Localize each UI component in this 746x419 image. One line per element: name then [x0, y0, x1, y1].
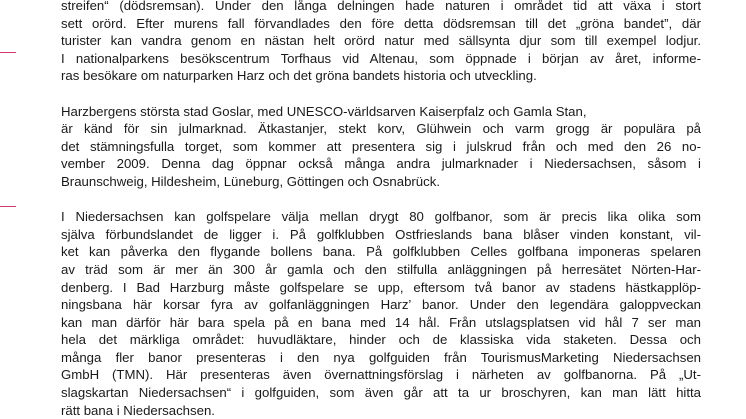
text-line: slagskartan Niedersachsen“ i golfguiden, som även går att ta ur broschyren, kan man lätt hitta: [61, 385, 701, 401]
text-line: vember 2009. Denna dag öppnar också många andra julmarknader i Niedersachsen, såsom i: [61, 156, 701, 172]
text-line: kan man därför här bara spela på en bana med 14 hål. Från utslagsplatsen vid hål 7 ser man: [61, 314, 701, 330]
text-line: ket kan påverka den flygande bollens bana. På golfklubben Celles golfbana imponeras spelaren: [61, 244, 701, 260]
text-line: ningsbana här korsar fyra av golfanläggningen Harz’ banor. Under den legendära galoppveckan: [61, 297, 701, 313]
text-line: ras besökare om naturparken Harz och det gröna bandets historia och utveckling.: [61, 68, 537, 84]
text-line: är känd för sin julmarknad. Ätkastanjer, stekt korv, Glühwein och varm grogg är populära på: [61, 121, 701, 137]
text-column: [61, 0, 701, 419]
text-line: rätt bana i Niedersachsen.: [61, 402, 215, 418]
paragraph-spacer: [61, 191, 701, 209]
paragraph-spacer: [61, 85, 701, 103]
paragraph-golf: [61, 208, 701, 419]
margin-mark: [0, 52, 16, 53]
margin-mark: [0, 206, 16, 207]
text-line: många fler banor presenteras i den nya golfguiden från TourismusMarketing Niedersachsen: [61, 349, 701, 365]
paragraph-green-belt: [61, 0, 701, 85]
text-line: streifen“ (dödsremsan). Under den långa delningen hade naturen i området tid att växa i stort: [61, 0, 701, 13]
text-line: turister kan vandra genom en nästan helt orörd natur med sällsynta djur som till exempel lodjur.: [61, 33, 701, 49]
text-line: Harzbergens största stad Goslar, med UNESCO-världsarven Kaiserpfalz och Gamla Stan,: [61, 103, 587, 119]
text-line: I nationalparkens besökscentrum Torfhaus vid Altenau, som öppnade i början av året, informe-: [61, 50, 701, 66]
text-line: Braunschweig, Hildesheim, Lüneburg, Göttingen och Osnabrück.: [61, 173, 440, 189]
text-line: hela det märkliga området: huvudläktare, hinder och de klassiska vida staketen. Dessa och: [61, 332, 701, 348]
text-line: sett orörd. Efter murens fall förvandlades den före detta dödsremsan till det „gröna bandet”, där: [61, 15, 701, 31]
text-line: I Niedersachsen kan golfspelare välja mellan drygt 80 golfbanor, som är precis lika olika som: [61, 209, 701, 225]
text-line: GmbH (TMN). Här presenteras även övernattningsförslag i närheten av golfbanorna. På „Ut-: [61, 367, 701, 383]
text-line: själva förbundslandet de ligger i. På golfklubben Ostfrieslands bana blåser vinden konstant, vil-: [61, 226, 701, 242]
text-line: av träd som är mer än 300 år gamla och den stilfulla anläggningen på herresätet Nörten-Har-: [61, 261, 701, 277]
text-line: denberg. I Bad Harzburg måste golfspelare se upp, eftersom två banor av stadens hästkapplöp-: [61, 279, 701, 295]
text-line: det stämningsfulla torget, som kommer att presentera sig i julskrud från och med den 26 no-: [61, 138, 701, 154]
paragraph-goslar: [61, 103, 701, 191]
